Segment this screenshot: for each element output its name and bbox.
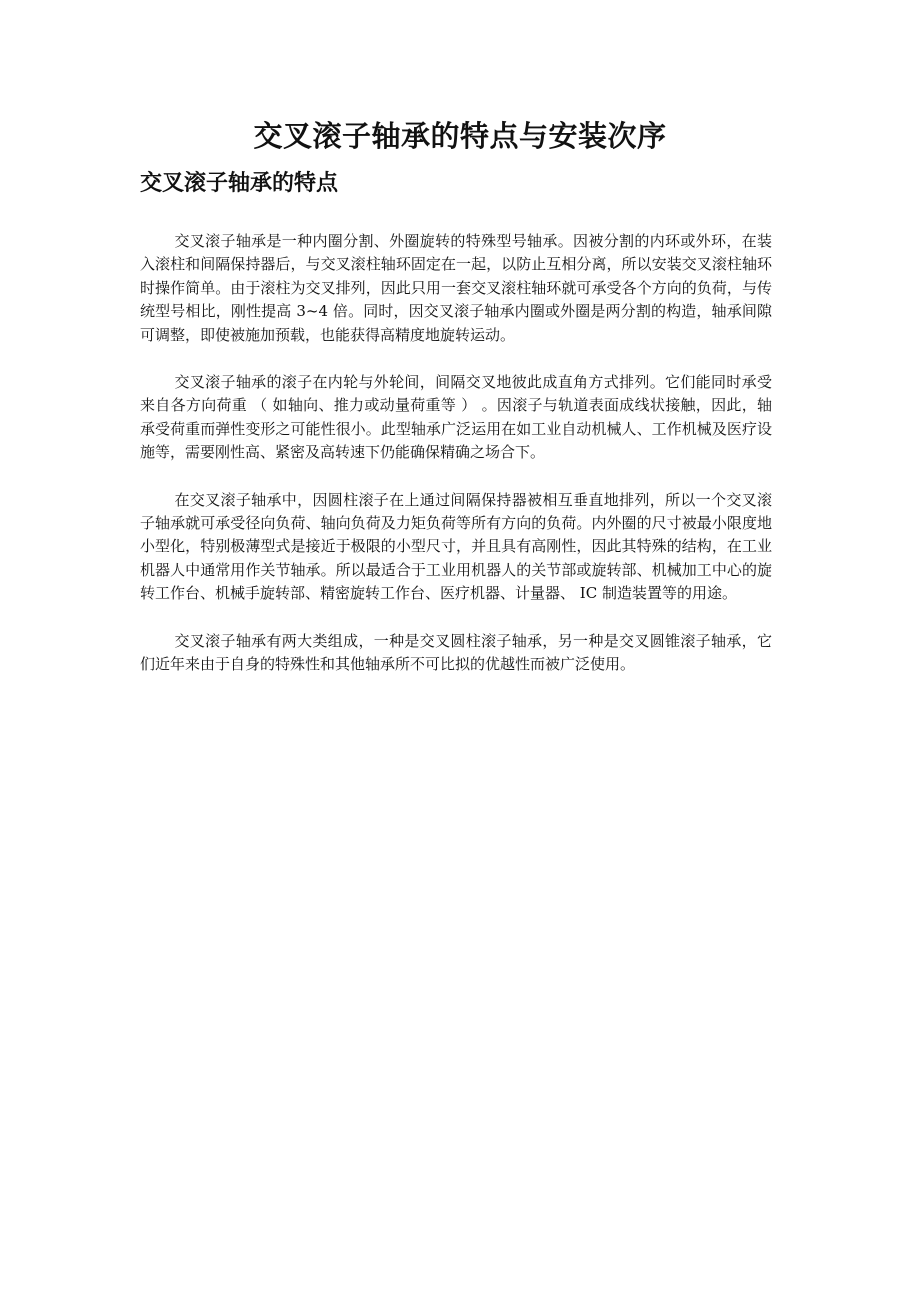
- document-title: 交叉滚子轴承的特点与安装次序: [253, 119, 667, 153]
- document-body: [140, 230, 772, 701]
- paragraph-4: 交叉滚子轴承有两大类组成，一种是交叉圆柱滚子轴承，另一种是交叉圆锥滚子轴承，它们近年来由于自身的特殊性和其他轴承所不可比拟的优越性而被广泛使用。: [140, 631, 772, 674]
- paragraph-1: 交叉滚子轴承是一种内圈分割、外圈旋转的特殊型号轴承。因被分割的内环或外环，在装入滚柱和间隔保持器后，与交叉滚柱轴环固定在一起，以防止互相分离，所以安装交叉滚柱轴环时操作简单。由于滚柱为交叉排列，因此只用一套交叉滚柱轴环就可承受各个方向的负荷，与传统型号相比，刚性提高 3~4 倍。同时，因交叉滚子轴承内圈或外圈是两分割的构造，轴承间隙可调整，即使被施加预载，也能获得高精度地旋转运动。: [140, 232, 772, 344]
- paragraph-2: 交叉滚子轴承的滚子在内轮与外轮间，间隔交叉地彼此成直角方式排列。它们能同时承受来自各方向荷重 （ 如轴向、推力或动量荷重等 ） 。因滚子与轨道表面成线状接触，因此，轴承受荷重而弹性变形之可能性很小。此型轴承广泛运用在如工业自动机械人、工作机械及医疗设施等，需要刚性高、紧密及高转速下仍能确保精确之场合下。: [140, 373, 772, 462]
- paragraph-3: 在交叉滚子轴承中，因圆柱滚子在上通过间隔保持器被相互垂直地排列，所以一个交叉滚子轴承就可承受径向负荷、轴向负荷及力矩负荷等所有方向的负荷。内外圈的尺寸被最小限度地小型化，特别极薄型式是接近于极限的小型尺寸，并且具有高刚性，因此其特殊的结构，在工业机器人中通常用作关节轴承。所以最适合于工业用机器人的关节部或旋转部、机械加工中心的旋转工作台、机械手旋转部、精密旋转工作台、医疗机器、计量器、 IC 制造装置等的用途。: [140, 490, 772, 603]
- section-heading: 交叉滚子轴承的特点: [140, 171, 339, 196]
